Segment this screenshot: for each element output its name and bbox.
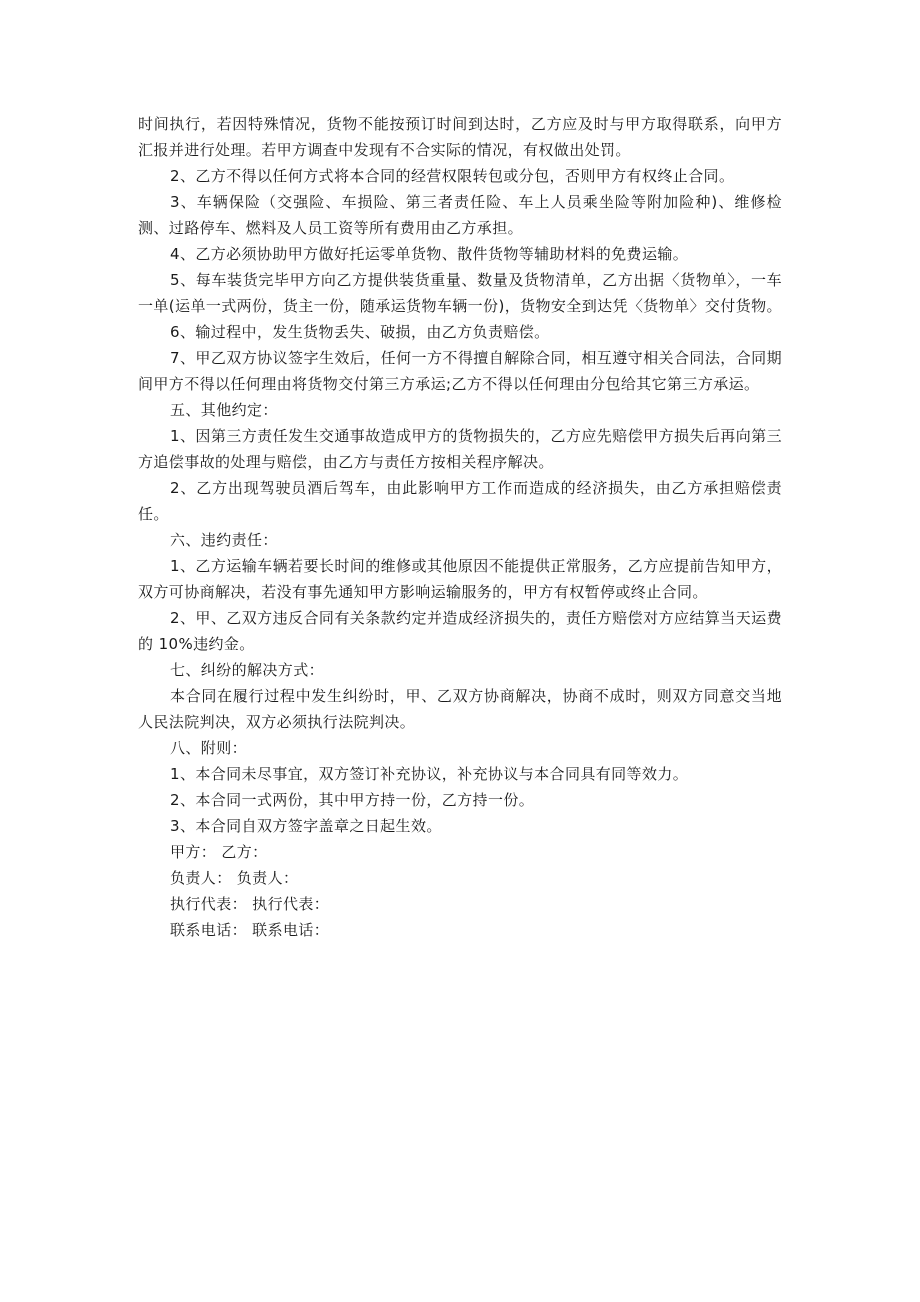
paragraph-7: 7、甲乙双方协议签字生效后，任何一方不得擅自解除合同，相互遵守相关合同法，合同期间甲方不得以任何理由将货物交付第三方承运;乙方不得以任何理由分包给其它第三方承运。: [138, 349, 782, 393]
paragraph-6: 6、输过程中，发生货物丢失、破损，由乙方负责赔偿。: [170, 323, 550, 341]
paragraph-9: 1、因第三方责任发生交通事故造成甲方的货物损失的，乙方应先赔偿甲方损失后再向第三方追偿事故的处理与赔偿，由乙方与责任方按相关程序解决。: [138, 427, 782, 471]
paragraph-17: 1、本合同未尽事宜，双方签订补充协议，补充协议与本合同具有同等效力。: [170, 765, 689, 783]
paragraph-15: 本合同在履行过程中发生纠纷时，甲、乙双方协商解决，协商不成时，则双方同意交当地人民法院判决，双方必须执行法院判决。: [138, 687, 782, 731]
paragraph-5: 5、每车装货完毕甲方向乙方提供装货重量、数量及货物清单，乙方出据〈货物单〉，一车一单(运单一式两份，货主一份，随承运货物车辆一份)，货物安全到达凭〈货物单〉交付货物。: [138, 271, 782, 315]
section-heading-other-agreements: 五、其他约定：: [170, 401, 278, 419]
paragraph-4: 4、乙方必须协助甲方做好托运零单货物、散件货物等辅助材料的免费运输。: [170, 245, 689, 263]
signature-representative-line: 执行代表： 执行代表：: [170, 895, 330, 913]
paragraph-13: 2、甲、乙双方违反合同有关条款约定并造成经济损失的，责任方赔偿对方应结算当天运费的 10%违约金。: [138, 609, 782, 653]
paragraph-1: 时间执行，若因特殊情况，货物不能按预订时间到达时，乙方应及时与甲方取得联系，向甲方汇报并进行处理。若甲方调查中发现有不合实际的情况，有权做出处罚。: [138, 115, 782, 159]
paragraph-12: 1、乙方运输车辆若要长时间的维修或其他原因不能提供正常服务，乙方应提前告知甲方，双方可协商解决，若没有事先通知甲方影响运输服务的，甲方有权暂停或终止合同。: [138, 557, 782, 601]
document-body: [138, 111, 782, 943]
paragraph-19: 3、本合同自双方签字盖章之日起生效。: [170, 817, 442, 835]
paragraph-18: 2、本合同一式两份，其中甲方持一份，乙方持一份。: [170, 791, 535, 809]
section-heading-breach-liability: 六、违约责任：: [170, 531, 278, 549]
section-heading-dispute-resolution: 七、纠纷的解决方式：: [170, 661, 325, 679]
paragraph-3: 3、车辆保险（交强险、车损险、第三者责任险、车上人员乘坐险等附加险种)、维修检测、过路停车、燃料及人员工资等所有费用由乙方承担。: [138, 193, 782, 237]
paragraph-2: 2、乙方不得以任何方式将本合同的经营权限转包或分包，否则甲方有权终止合同。: [170, 167, 735, 185]
signature-parties-line: 甲方： 乙方：: [170, 843, 268, 861]
paragraph-10: 2、乙方出现驾驶员酒后驾车，由此影响甲方工作而造成的经济损失，由乙方承担赔偿责任。: [138, 479, 782, 523]
signature-responsible-line: 负责人： 负责人：: [170, 869, 299, 887]
section-heading-supplementary: 八、附则：: [170, 739, 248, 757]
signature-phone-line: 联系电话： 联系电话：: [170, 921, 330, 939]
